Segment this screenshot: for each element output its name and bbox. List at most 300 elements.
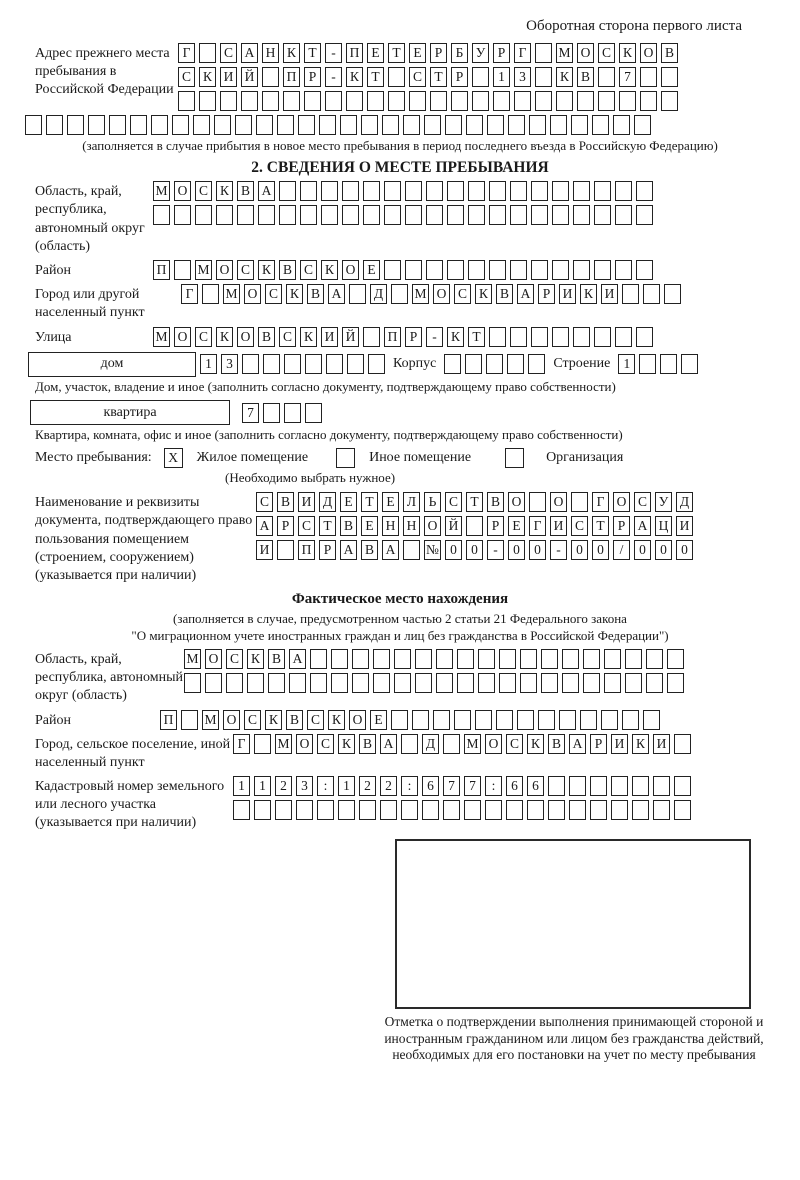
char-box[interactable]: 1: [200, 354, 217, 374]
char-box[interactable]: [451, 91, 468, 111]
char-box[interactable]: Е: [363, 260, 380, 280]
char-box[interactable]: Т: [466, 492, 483, 512]
char-box[interactable]: К: [475, 284, 492, 304]
char-box[interactable]: [550, 115, 567, 135]
char-box[interactable]: [256, 115, 273, 135]
char-box[interactable]: [174, 260, 191, 280]
char-box[interactable]: [573, 205, 590, 225]
char-box[interactable]: И: [611, 734, 628, 754]
char-box[interactable]: [300, 205, 317, 225]
char-box[interactable]: [541, 649, 558, 669]
char-box[interactable]: :: [401, 776, 418, 796]
char-box[interactable]: П: [160, 710, 177, 730]
checkbox-residential[interactable]: X: [164, 448, 183, 468]
char-box[interactable]: М: [184, 649, 201, 669]
char-box[interactable]: С: [244, 710, 261, 730]
char-box[interactable]: [415, 673, 432, 693]
char-box[interactable]: У: [472, 43, 489, 63]
char-box[interactable]: И: [550, 516, 567, 536]
char-box[interactable]: [237, 205, 254, 225]
char-box[interactable]: [535, 91, 552, 111]
char-box[interactable]: [394, 673, 411, 693]
char-box[interactable]: :: [317, 776, 334, 796]
char-box[interactable]: [510, 205, 527, 225]
char-box[interactable]: 7: [619, 67, 636, 87]
char-box[interactable]: [88, 115, 105, 135]
char-box[interactable]: [361, 115, 378, 135]
char-box[interactable]: [352, 649, 369, 669]
char-box[interactable]: [409, 91, 426, 111]
char-box[interactable]: В: [577, 67, 594, 87]
char-box[interactable]: [615, 260, 632, 280]
char-box[interactable]: [594, 327, 611, 347]
char-box[interactable]: 3: [514, 67, 531, 87]
char-box[interactable]: [242, 354, 259, 374]
char-box[interactable]: [517, 710, 534, 730]
char-box[interactable]: [405, 205, 422, 225]
char-box[interactable]: Т: [468, 327, 485, 347]
char-box[interactable]: О: [577, 43, 594, 63]
char-box[interactable]: [391, 710, 408, 730]
char-box[interactable]: [359, 800, 376, 820]
char-box[interactable]: [660, 354, 677, 374]
char-box[interactable]: И: [601, 284, 618, 304]
char-box[interactable]: К: [283, 43, 300, 63]
char-box[interactable]: О: [424, 516, 441, 536]
char-box[interactable]: Р: [430, 43, 447, 63]
char-box[interactable]: С: [307, 710, 324, 730]
char-box[interactable]: [622, 710, 639, 730]
char-box[interactable]: [284, 354, 301, 374]
char-box[interactable]: [184, 673, 201, 693]
char-box[interactable]: Й: [342, 327, 359, 347]
char-box[interactable]: [349, 284, 366, 304]
char-box[interactable]: [445, 115, 462, 135]
char-box[interactable]: [310, 649, 327, 669]
char-box[interactable]: Р: [613, 516, 630, 536]
char-box[interactable]: М: [464, 734, 481, 754]
char-box[interactable]: [300, 181, 317, 201]
char-box[interactable]: 6: [422, 776, 439, 796]
char-box[interactable]: А: [569, 734, 586, 754]
char-box[interactable]: [510, 260, 527, 280]
char-box[interactable]: [216, 205, 233, 225]
char-box[interactable]: С: [506, 734, 523, 754]
char-box[interactable]: 0: [634, 540, 651, 560]
char-box[interactable]: [284, 403, 301, 423]
char-box[interactable]: [443, 800, 460, 820]
char-box[interactable]: М: [153, 181, 170, 201]
char-box[interactable]: [611, 800, 628, 820]
char-box[interactable]: [531, 327, 548, 347]
char-box[interactable]: [454, 710, 471, 730]
char-box[interactable]: [489, 181, 506, 201]
char-box[interactable]: [552, 327, 569, 347]
char-box[interactable]: [247, 673, 264, 693]
char-box[interactable]: [529, 115, 546, 135]
char-box[interactable]: [472, 91, 489, 111]
char-box[interactable]: [195, 205, 212, 225]
char-box[interactable]: [667, 649, 684, 669]
char-box[interactable]: [202, 284, 219, 304]
char-box[interactable]: А: [517, 284, 534, 304]
char-box[interactable]: [514, 91, 531, 111]
char-box[interactable]: 3: [221, 354, 238, 374]
char-box[interactable]: Д: [422, 734, 439, 754]
char-box[interactable]: [304, 91, 321, 111]
char-box[interactable]: [548, 800, 565, 820]
char-box[interactable]: К: [216, 327, 233, 347]
char-box[interactable]: [279, 205, 296, 225]
char-box[interactable]: [486, 354, 503, 374]
char-box[interactable]: А: [340, 540, 357, 560]
char-box[interactable]: [415, 649, 432, 669]
char-box[interactable]: Р: [277, 516, 294, 536]
char-box[interactable]: А: [380, 734, 397, 754]
char-box[interactable]: К: [300, 327, 317, 347]
char-box[interactable]: [559, 710, 576, 730]
char-box[interactable]: [277, 115, 294, 135]
char-box[interactable]: [384, 260, 401, 280]
char-box[interactable]: [321, 205, 338, 225]
char-box[interactable]: [632, 800, 649, 820]
char-box[interactable]: 2: [275, 776, 292, 796]
char-box[interactable]: [262, 67, 279, 87]
char-box[interactable]: [527, 800, 544, 820]
char-box[interactable]: [384, 181, 401, 201]
char-box[interactable]: [520, 673, 537, 693]
char-box[interactable]: -: [426, 327, 443, 347]
char-box[interactable]: [426, 181, 443, 201]
char-box[interactable]: И: [559, 284, 576, 304]
char-box[interactable]: [325, 91, 342, 111]
char-box[interactable]: [363, 181, 380, 201]
char-box[interactable]: №: [424, 540, 441, 560]
char-box[interactable]: М: [195, 260, 212, 280]
char-box[interactable]: [674, 734, 691, 754]
char-box[interactable]: [342, 205, 359, 225]
char-box[interactable]: С: [317, 734, 334, 754]
char-box[interactable]: Б: [451, 43, 468, 63]
char-box[interactable]: М: [275, 734, 292, 754]
char-box[interactable]: А: [258, 181, 275, 201]
char-box[interactable]: [384, 205, 401, 225]
char-box[interactable]: В: [279, 260, 296, 280]
char-box[interactable]: [583, 649, 600, 669]
char-box[interactable]: В: [361, 540, 378, 560]
char-box[interactable]: К: [338, 734, 355, 754]
char-box[interactable]: С: [195, 181, 212, 201]
char-box[interactable]: [541, 673, 558, 693]
char-box[interactable]: Е: [340, 492, 357, 512]
char-box[interactable]: [489, 260, 506, 280]
char-box[interactable]: [412, 710, 429, 730]
char-box[interactable]: [661, 91, 678, 111]
char-box[interactable]: 1: [254, 776, 271, 796]
char-box[interactable]: [424, 115, 441, 135]
char-box[interactable]: [391, 284, 408, 304]
char-box[interactable]: С: [571, 516, 588, 536]
char-box[interactable]: А: [289, 649, 306, 669]
char-box[interactable]: Н: [403, 516, 420, 536]
char-box[interactable]: [447, 181, 464, 201]
char-box[interactable]: [468, 205, 485, 225]
char-box[interactable]: С: [279, 327, 296, 347]
char-box[interactable]: П: [384, 327, 401, 347]
char-box[interactable]: [487, 115, 504, 135]
char-box[interactable]: Д: [676, 492, 693, 512]
char-box[interactable]: [538, 710, 555, 730]
char-box[interactable]: И: [256, 540, 273, 560]
char-box[interactable]: [489, 205, 506, 225]
char-box[interactable]: [573, 181, 590, 201]
char-box[interactable]: Е: [409, 43, 426, 63]
char-box[interactable]: О: [640, 43, 657, 63]
char-box[interactable]: А: [241, 43, 258, 63]
char-box[interactable]: [305, 403, 322, 423]
char-box[interactable]: [277, 540, 294, 560]
char-box[interactable]: [199, 43, 216, 63]
char-box[interactable]: О: [342, 260, 359, 280]
char-box[interactable]: Е: [370, 710, 387, 730]
char-box[interactable]: П: [283, 67, 300, 87]
char-box[interactable]: С: [454, 284, 471, 304]
char-box[interactable]: [625, 649, 642, 669]
char-box[interactable]: [444, 354, 461, 374]
char-box[interactable]: [468, 260, 485, 280]
char-box[interactable]: С: [178, 67, 195, 87]
char-box[interactable]: 7: [443, 776, 460, 796]
char-box[interactable]: Й: [445, 516, 462, 536]
char-box[interactable]: О: [433, 284, 450, 304]
char-box[interactable]: [433, 710, 450, 730]
char-box[interactable]: [426, 260, 443, 280]
char-box[interactable]: [466, 516, 483, 536]
char-box[interactable]: [664, 284, 681, 304]
char-box[interactable]: В: [277, 492, 294, 512]
char-box[interactable]: [268, 673, 285, 693]
char-box[interactable]: С: [220, 43, 237, 63]
char-box[interactable]: [475, 710, 492, 730]
char-box[interactable]: У: [655, 492, 672, 512]
char-box[interactable]: [262, 91, 279, 111]
char-box[interactable]: [604, 649, 621, 669]
char-box[interactable]: [592, 115, 609, 135]
char-box[interactable]: М: [412, 284, 429, 304]
char-box[interactable]: [258, 205, 275, 225]
char-box[interactable]: [403, 115, 420, 135]
char-box[interactable]: [507, 354, 524, 374]
char-box[interactable]: [310, 673, 327, 693]
char-box[interactable]: 6: [506, 776, 523, 796]
char-box[interactable]: И: [653, 734, 670, 754]
char-box[interactable]: А: [256, 516, 273, 536]
char-box[interactable]: [510, 181, 527, 201]
char-box[interactable]: Р: [304, 67, 321, 87]
char-box[interactable]: [447, 260, 464, 280]
char-box[interactable]: Т: [367, 67, 384, 87]
char-box[interactable]: [531, 260, 548, 280]
char-box[interactable]: О: [223, 710, 240, 730]
char-box[interactable]: П: [346, 43, 363, 63]
char-box[interactable]: 1: [338, 776, 355, 796]
char-box[interactable]: [296, 800, 313, 820]
char-box[interactable]: [342, 181, 359, 201]
char-box[interactable]: Т: [319, 516, 336, 536]
char-box[interactable]: [485, 800, 502, 820]
char-box[interactable]: [46, 115, 63, 135]
char-box[interactable]: Е: [382, 492, 399, 512]
char-box[interactable]: И: [298, 492, 315, 512]
char-box[interactable]: О: [613, 492, 630, 512]
char-box[interactable]: Е: [361, 516, 378, 536]
char-box[interactable]: [493, 91, 510, 111]
char-box[interactable]: [468, 181, 485, 201]
char-box[interactable]: Н: [262, 43, 279, 63]
char-box[interactable]: [174, 205, 191, 225]
char-box[interactable]: [535, 43, 552, 63]
char-box[interactable]: М: [556, 43, 573, 63]
char-box[interactable]: [326, 354, 343, 374]
char-box[interactable]: [674, 800, 691, 820]
char-box[interactable]: О: [174, 327, 191, 347]
char-box[interactable]: Р: [451, 67, 468, 87]
char-box[interactable]: -: [550, 540, 567, 560]
char-box[interactable]: [594, 205, 611, 225]
char-box[interactable]: Д: [370, 284, 387, 304]
char-box[interactable]: О: [485, 734, 502, 754]
char-box[interactable]: :: [485, 776, 502, 796]
char-box[interactable]: 6: [527, 776, 544, 796]
char-box[interactable]: [598, 91, 615, 111]
char-box[interactable]: [109, 115, 126, 135]
char-box[interactable]: [373, 673, 390, 693]
char-box[interactable]: [594, 181, 611, 201]
char-box[interactable]: [499, 673, 516, 693]
char-box[interactable]: [571, 115, 588, 135]
char-box[interactable]: К: [527, 734, 544, 754]
char-box[interactable]: О: [216, 260, 233, 280]
char-box[interactable]: [67, 115, 84, 135]
char-box[interactable]: С: [634, 492, 651, 512]
char-box[interactable]: [531, 181, 548, 201]
char-box[interactable]: [643, 284, 660, 304]
char-box[interactable]: [548, 776, 565, 796]
char-box[interactable]: С: [195, 327, 212, 347]
char-box[interactable]: Ц: [655, 516, 672, 536]
char-box[interactable]: Р: [405, 327, 422, 347]
char-box[interactable]: А: [634, 516, 651, 536]
char-box[interactable]: [636, 260, 653, 280]
char-box[interactable]: С: [237, 260, 254, 280]
char-box[interactable]: [577, 91, 594, 111]
char-box[interactable]: [661, 67, 678, 87]
char-box[interactable]: [613, 115, 630, 135]
char-box[interactable]: [489, 327, 506, 347]
char-box[interactable]: 0: [571, 540, 588, 560]
char-box[interactable]: [496, 710, 513, 730]
char-box[interactable]: 7: [464, 776, 481, 796]
char-box[interactable]: О: [349, 710, 366, 730]
char-box[interactable]: 0: [466, 540, 483, 560]
char-box[interactable]: [472, 67, 489, 87]
char-box[interactable]: [499, 649, 516, 669]
char-box[interactable]: [556, 91, 573, 111]
char-box[interactable]: [632, 776, 649, 796]
char-box[interactable]: 2: [380, 776, 397, 796]
char-box[interactable]: В: [258, 327, 275, 347]
char-box[interactable]: 2: [359, 776, 376, 796]
char-box[interactable]: [331, 673, 348, 693]
char-box[interactable]: [214, 115, 231, 135]
char-box[interactable]: Т: [592, 516, 609, 536]
char-box[interactable]: М: [153, 327, 170, 347]
char-box[interactable]: В: [286, 710, 303, 730]
char-box[interactable]: Г: [592, 492, 609, 512]
char-box[interactable]: И: [676, 516, 693, 536]
char-box[interactable]: И: [220, 67, 237, 87]
char-box[interactable]: Г: [181, 284, 198, 304]
char-box[interactable]: 1: [233, 776, 250, 796]
char-box[interactable]: [363, 205, 380, 225]
char-box[interactable]: [508, 115, 525, 135]
char-box[interactable]: [598, 67, 615, 87]
char-box[interactable]: -: [487, 540, 504, 560]
char-box[interactable]: [388, 67, 405, 87]
char-box[interactable]: [674, 776, 691, 796]
char-box[interactable]: [506, 800, 523, 820]
char-box[interactable]: [346, 91, 363, 111]
char-box[interactable]: [279, 181, 296, 201]
char-box[interactable]: [478, 673, 495, 693]
checkbox-other-premises[interactable]: [336, 448, 355, 468]
char-box[interactable]: [640, 67, 657, 87]
char-box[interactable]: 0: [529, 540, 546, 560]
char-box[interactable]: [615, 327, 632, 347]
char-box[interactable]: [510, 327, 527, 347]
char-box[interactable]: [443, 734, 460, 754]
char-box[interactable]: К: [447, 327, 464, 347]
char-box[interactable]: Р: [590, 734, 607, 754]
char-box[interactable]: О: [237, 327, 254, 347]
char-box[interactable]: [340, 115, 357, 135]
char-box[interactable]: [457, 673, 474, 693]
char-box[interactable]: [347, 354, 364, 374]
char-box[interactable]: [388, 91, 405, 111]
char-box[interactable]: Т: [388, 43, 405, 63]
char-box[interactable]: [457, 649, 474, 669]
char-box[interactable]: [172, 115, 189, 135]
char-box[interactable]: [426, 205, 443, 225]
char-box[interactable]: 0: [508, 540, 525, 560]
char-box[interactable]: [181, 710, 198, 730]
char-box[interactable]: [639, 354, 656, 374]
char-box[interactable]: [594, 260, 611, 280]
char-box[interactable]: С: [445, 492, 462, 512]
char-box[interactable]: Р: [493, 43, 510, 63]
char-box[interactable]: 1: [618, 354, 635, 374]
char-box[interactable]: [130, 115, 147, 135]
char-box[interactable]: Т: [361, 492, 378, 512]
char-box[interactable]: Й: [241, 67, 258, 87]
char-box[interactable]: К: [580, 284, 597, 304]
char-box[interactable]: В: [268, 649, 285, 669]
char-box[interactable]: [562, 649, 579, 669]
char-box[interactable]: [380, 800, 397, 820]
char-box[interactable]: [590, 776, 607, 796]
char-box[interactable]: [531, 205, 548, 225]
char-box[interactable]: В: [496, 284, 513, 304]
